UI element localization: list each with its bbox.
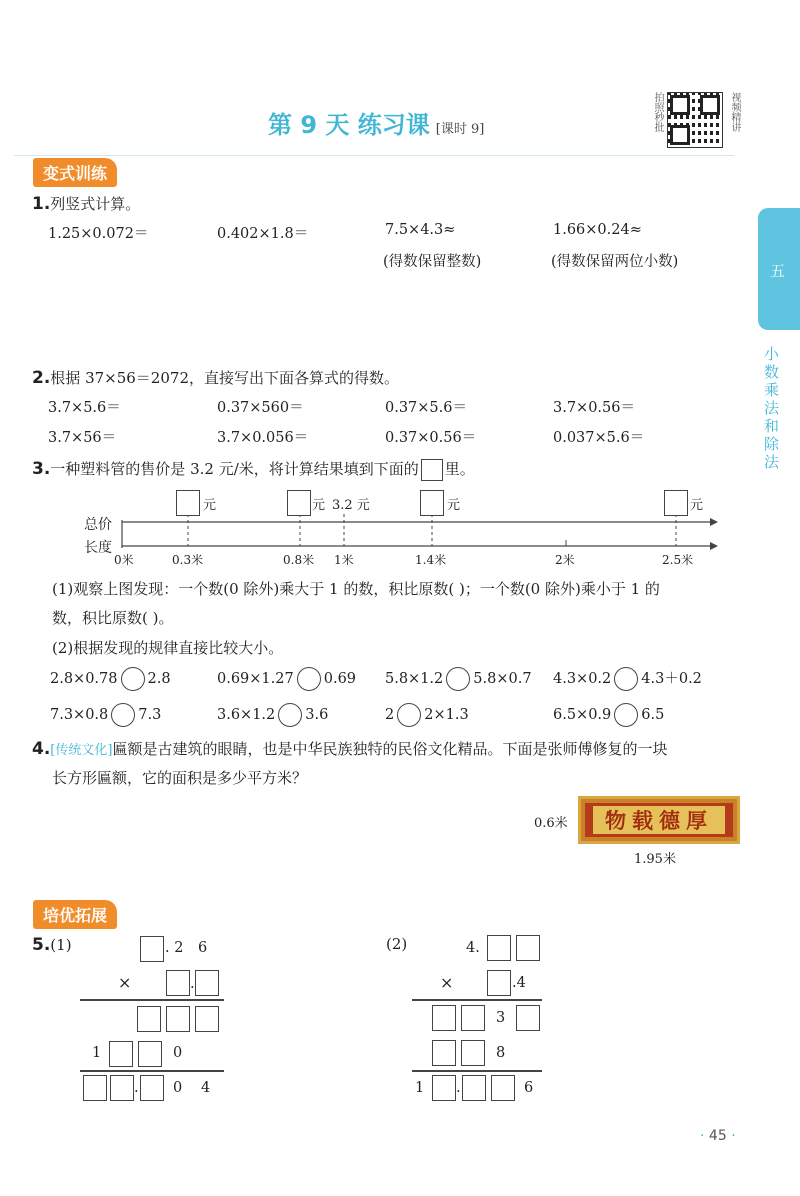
q1-item-1: 1.25×0.072＝ — [48, 226, 149, 242]
tick-label: 2米 — [555, 553, 575, 567]
tick-label: 0米 — [114, 553, 134, 567]
price-unit: 元 — [203, 498, 217, 513]
price-axis-arrow — [710, 518, 718, 526]
q3-part1-line1: (1)观察上图发现：一个数(0 除外)乘大于 1 的数，积比原数( )；一个数(0 除外)乘小于 1 的 — [52, 580, 660, 598]
q1-item-4: 1.66×0.24≈ — [553, 222, 642, 238]
compare-item: 3.6×1.2 3.6 — [217, 703, 328, 727]
unit-number: 五 — [770, 262, 786, 280]
compare-circle[interactable] — [121, 667, 145, 691]
digit-text: 0 — [173, 1045, 183, 1061]
digit-text: 1 — [92, 1045, 102, 1061]
digit-box[interactable] — [138, 1041, 162, 1067]
q1-item-2: 0.402×1.8＝ — [217, 226, 309, 242]
compare-item: 2 2×1.3 — [385, 703, 469, 727]
compare-circle[interactable] — [278, 703, 302, 727]
q2-item: 3.7×56＝ — [48, 430, 117, 446]
plaque-image — [578, 796, 740, 844]
price-unit: 元 — [312, 498, 326, 513]
decimal-point: . — [134, 1080, 139, 1096]
digit-box[interactable] — [487, 935, 511, 961]
q3-part1-line2: 数，积比原数( )。 — [52, 609, 174, 627]
tick-label: 1米 — [334, 553, 354, 567]
lesson-label: [课时 9] — [435, 122, 485, 137]
compare-circle[interactable] — [297, 667, 321, 691]
qr-code-icon[interactable] — [667, 92, 723, 148]
digit-box[interactable] — [432, 1040, 456, 1066]
tick-label: 0.8米 — [283, 553, 315, 567]
q2-item: 3.7×0.56＝ — [553, 400, 635, 416]
price-answer-box[interactable] — [287, 490, 311, 516]
compare-circle[interactable] — [614, 667, 638, 691]
question-2: 2.根据 37×56＝2072，直接写出下面各算式的得数。 — [32, 368, 399, 388]
digit-text: 6 — [198, 940, 208, 956]
product-line — [412, 999, 542, 1001]
page-number: · 45 · — [700, 1128, 736, 1144]
compare-item: 2.8×0.78 2.8 — [50, 667, 171, 691]
multiply-sign: × — [118, 973, 132, 992]
digit-box[interactable] — [432, 1005, 456, 1031]
qr-right-label: 视频精讲 — [729, 92, 740, 132]
price-answer-box[interactable] — [420, 490, 444, 516]
sum-line — [80, 1070, 224, 1072]
digit-box[interactable] — [491, 1075, 515, 1101]
digit-box[interactable] — [109, 1041, 133, 1067]
compare-item: 5.8×1.2 5.8×0.7 — [385, 667, 532, 691]
compare-item: 0.69×1.27 0.69 — [217, 667, 356, 691]
digit-text: 1 — [415, 1080, 425, 1096]
qr-left-label: 拍照秒批 — [652, 92, 663, 132]
q2-item: 0.37×0.56＝ — [385, 430, 477, 446]
length-axis-arrow — [710, 542, 718, 550]
digit-box[interactable] — [137, 1006, 161, 1032]
axis-label-length: 长度 — [84, 540, 112, 556]
plaque-width-label: 1.95米 — [634, 852, 676, 867]
q2-item: 3.7×0.056＝ — [217, 430, 309, 446]
digit-text: 4. — [466, 940, 480, 956]
q1-note-1: (得数保留整数) — [383, 254, 482, 270]
price-answer-box[interactable] — [176, 490, 200, 516]
compare-item: 4.3×0.2 4.3＋0.2 — [553, 667, 702, 691]
digit-box[interactable] — [195, 970, 219, 996]
question-5: 5.(1) — [32, 935, 72, 955]
digit-text: 0 — [173, 1080, 183, 1096]
compare-circle[interactable] — [397, 703, 421, 727]
tick-label: 1.4米 — [415, 553, 447, 567]
q4-line2: 长方形匾额，它的面积是多少平方米？ — [52, 769, 308, 787]
digit-box[interactable] — [140, 936, 164, 962]
digit-box[interactable] — [516, 935, 540, 961]
section-label-variant: 变式训练 — [33, 158, 117, 187]
compare-item: 6.5×0.9 6.5 — [553, 703, 664, 727]
digit-text: 6 — [524, 1080, 534, 1096]
digit-box[interactable] — [140, 1075, 164, 1101]
q2-item: 0.37×5.6＝ — [385, 400, 467, 416]
answer-box-sample — [421, 459, 443, 481]
digit-box[interactable] — [487, 970, 511, 996]
q1-item-3: 7.5×4.3≈ — [385, 222, 456, 238]
culture-tag: [传统文化] — [50, 743, 113, 758]
tick-label: 0.3米 — [172, 553, 204, 567]
digit-box[interactable] — [461, 1005, 485, 1031]
unit-tab[interactable] — [758, 208, 800, 330]
q5-part2-label: (2) — [386, 935, 408, 953]
compare-item: 7.3×0.8 7.3 — [50, 703, 161, 727]
known-price: 3.2 元 — [332, 498, 370, 513]
digit-text: .4 — [512, 975, 526, 991]
digit-text: 8 — [496, 1045, 506, 1061]
q1-note-2: (得数保留两位小数) — [551, 254, 679, 270]
question-1: 1.列竖式计算。 — [32, 194, 141, 214]
digit-box[interactable] — [461, 1040, 485, 1066]
digit-text: . 2 — [165, 940, 184, 956]
price-answer-box[interactable] — [664, 490, 688, 516]
digit-box[interactable] — [166, 970, 190, 996]
price-unit: 元 — [690, 498, 704, 513]
header-divider — [14, 155, 734, 156]
q3-part2: (2)根据发现的规律直接比较大小。 — [52, 639, 284, 657]
decimal-point: . — [456, 1080, 461, 1096]
q2-item: 3.7×5.6＝ — [48, 400, 121, 416]
section-label-extension: 培优拓展 — [33, 900, 117, 929]
compare-circle[interactable] — [614, 703, 638, 727]
digit-box[interactable] — [83, 1075, 107, 1101]
axis-label-price: 总价 — [84, 517, 112, 533]
compare-circle[interactable] — [111, 703, 135, 727]
price-unit: 元 — [447, 498, 461, 513]
digit-text: 4 — [201, 1080, 211, 1096]
q2-item: 0.37×560＝ — [217, 400, 304, 416]
digit-box[interactable] — [110, 1075, 134, 1101]
tick-label: 2.5米 — [662, 553, 694, 567]
sum-line — [412, 1070, 542, 1072]
plaque-height-label: 0.6米 — [534, 816, 568, 831]
page-title: 第 9 天 练习课 [课时 9] — [268, 111, 485, 139]
question-3: 3.一种塑料管的售价是 3.2 元/米，将计算结果填到下面的 里。 — [32, 459, 475, 479]
plaque-text: 物载德厚 — [593, 806, 725, 834]
digit-box[interactable] — [432, 1075, 456, 1101]
compare-circle[interactable] — [446, 667, 470, 691]
multiply-sign: × — [440, 973, 454, 992]
q2-item: 0.037×5.6＝ — [553, 430, 645, 446]
product-line — [80, 999, 224, 1001]
digit-box[interactable] — [462, 1075, 486, 1101]
unit-title: 小数乘法和除法 — [764, 345, 780, 471]
digit-box[interactable] — [166, 1006, 190, 1032]
question-4: 4.[传统文化]匾额是古建筑的眼睛，也是中华民族独特的民俗文化精品。下面是张师傅修复的一块 — [32, 739, 668, 759]
digit-box[interactable] — [195, 1006, 219, 1032]
decimal-point: . — [190, 976, 195, 992]
digit-text: 3 — [496, 1010, 506, 1026]
digit-box[interactable] — [516, 1005, 540, 1031]
